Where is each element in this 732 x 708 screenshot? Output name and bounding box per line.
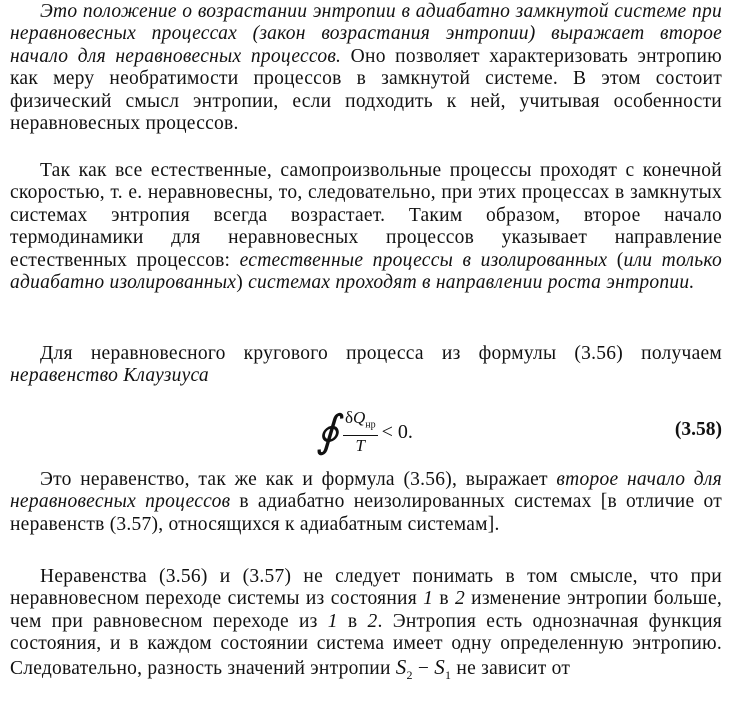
paragraph-3-lead: Для неравновесного кругового процесса из формулы (3.56) получаем xyxy=(40,343,722,364)
paragraph-entropy-increase-law xyxy=(10,1,722,135)
paragraph-5-t5: . Энтропия есть однозначная функция состояния, и в каждом состоянии система имеет одну определенную энтропию. Следовательно, разность значений энтропии xyxy=(10,610,722,679)
paragraph-2-mid: ( xyxy=(607,249,624,271)
numerator-delta: δ xyxy=(344,407,353,427)
state-1-ref-a: 1 xyxy=(423,588,434,610)
paragraph-2-italic-b: или только адиабатно изолированных xyxy=(10,249,722,294)
numerator-q: Q xyxy=(352,407,366,427)
paragraph-4-rest: в адиабатно неизолированных системах [в отличие от неравенств (3.57), относящихся к адиабатным системам]. xyxy=(10,491,722,535)
fraction-denominator: T xyxy=(355,436,365,456)
paragraph-2-italic-a: естественные процессы в изолированных xyxy=(239,249,608,271)
fraction-numerator xyxy=(343,408,378,435)
equation-3-58 xyxy=(10,402,722,462)
paragraph-5-t4: в xyxy=(337,610,368,632)
second-law-nonequilibrium-term: второе начало для неравновесных процессов xyxy=(10,469,722,513)
entropy-s1 xyxy=(434,654,452,682)
paragraph-inequality-meaning xyxy=(10,469,722,536)
paragraph-clausius-intro xyxy=(10,343,722,388)
entropy-s2-subscript: 2 xyxy=(406,667,413,682)
entropy-s2 xyxy=(395,654,413,682)
state-2-ref-a: 2 xyxy=(454,588,465,610)
paragraph-4-lead: Это неравенство, так же как и формула (3.56), выражает xyxy=(40,469,557,490)
paragraph-5-t6: не зависит от xyxy=(451,657,571,679)
integral-glyph: ∮ xyxy=(316,407,339,456)
paragraph-5-t1: Неравенства (3.56) и (3.57) не следует понимать в том смысле, что при неравновесном переходе системы из состояния xyxy=(10,566,722,610)
second-law-statement: Это положение о возрастании энтропии в адиабатно замкнутой системе при неравновесных процессах (закон возрастания энтропии) выражает второе начало для неравновесных процессов. xyxy=(10,1,722,67)
fraction xyxy=(343,408,378,457)
less-than-zero: < 0. xyxy=(381,420,413,443)
numerator-subscript: нр xyxy=(365,419,376,431)
paragraph-natural-processes xyxy=(10,160,722,294)
paragraph-2-italic-c: системах проходят в направлении роста энтропии. xyxy=(248,272,695,294)
paragraph-2-lead: Так как все естественные, самопроизвольные процессы проходят с конечной скоростью, т. е. неравновесны, то, следовательно, при этих процессах в замкнутых системах энтропия всегда возрастает. Таким образом, второе начало термодинамики для неравновесных процессов указывает направление естественных процессов: xyxy=(10,160,722,271)
entropy-s1-letter: S xyxy=(434,654,446,679)
paragraph-1-rest: Оно позволяет характеризовать энтропию как меру необратимости процессов в замкнутой системе. В этом состоит физический смысл энтропии, если подходить к ней, учитывая особенности неравновесных процессов. xyxy=(10,45,722,135)
state-1-ref-b: 1 xyxy=(327,610,338,632)
equation-number: (3.58) xyxy=(674,419,722,440)
minus-sign: − xyxy=(412,657,435,679)
paragraph-5-t2: в xyxy=(433,588,455,610)
contour-integral-sign xyxy=(316,407,339,456)
equation-body xyxy=(316,402,413,462)
entropy-s1-subscript: 1 xyxy=(445,667,452,682)
paragraph-2-close: ) xyxy=(236,272,249,294)
clausius-inequality-term: неравенство Клаузиуса xyxy=(10,365,209,387)
paragraph-state-function xyxy=(10,566,722,686)
state-2-ref-b: 2 xyxy=(367,610,378,632)
entropy-s2-letter: S xyxy=(395,654,407,679)
paragraph-5-t3: изменение энтропии больше, чем при равновесном переходе из xyxy=(10,588,722,632)
document-page xyxy=(10,0,722,708)
